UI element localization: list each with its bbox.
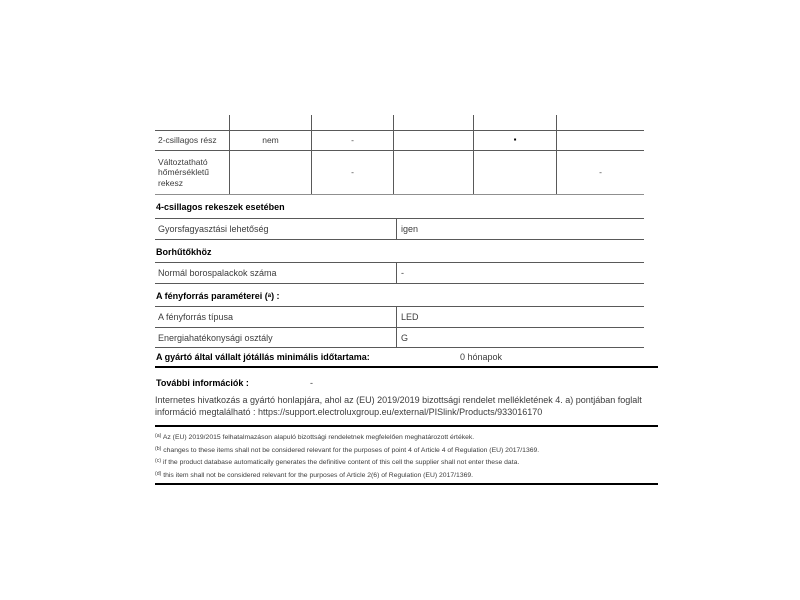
footnote-c — [155, 456, 658, 469]
more-info-row — [155, 377, 658, 388]
cell-value: - — [312, 151, 394, 194]
heading-text: ) : — [271, 291, 280, 301]
heading-superscript: a — [267, 293, 272, 299]
section-heading-light-source — [156, 291, 658, 301]
cell-empty — [474, 115, 557, 130]
table-row-partial — [155, 115, 644, 130]
cell-value: ▪ — [474, 131, 557, 150]
wine-table — [155, 262, 644, 284]
cell-value — [230, 151, 312, 194]
footnotes — [155, 431, 658, 481]
cell-empty — [394, 115, 474, 130]
footnote-divider-rule — [155, 425, 658, 427]
footnote-text: if the product database automatically generates the definitive content of this cell the supplier shall not enter these data. — [162, 459, 520, 466]
guarantee-label: A gyártó által vállalt jótállás minimális időtartama: — [156, 352, 370, 362]
footnote-text: this item shall not be considered relevant for the purposes of Article 2(6) of Regulation (EU) 2017/1369. — [163, 471, 474, 479]
row-value: LED — [401, 312, 419, 322]
row-label: Gyorsfagyasztási lehetőség — [155, 219, 397, 239]
more-info-label: További információk : — [156, 377, 249, 388]
cell-value — [394, 151, 474, 194]
cell-empty — [155, 115, 230, 130]
four-star-table — [155, 218, 644, 240]
footnote-b — [155, 444, 658, 457]
row-label: Változtatható hőmérsékletű rekesz — [155, 151, 230, 194]
cell-value — [557, 131, 644, 150]
cell-value: nem — [230, 131, 312, 150]
cell-empty — [557, 115, 644, 130]
paragraph-line-1: Internetes hivatkozás a gyártó honlapjára, ahol az (EU) 2019/2019 bizottsági rendelet mellékletének 4. a) pontjában foglalt — [155, 395, 642, 405]
footnote-text: Az (EU) 2019/2015 felhatalmazáson alapuló bizottsági rendeletnek megfelelően meghatározott értékek. — [162, 434, 475, 441]
row-label: 2-csillagos rész — [155, 131, 230, 150]
cell-value: - — [312, 131, 394, 150]
table-row-two-star — [155, 130, 644, 150]
bottom-rule — [155, 483, 658, 485]
cell-value — [394, 131, 474, 150]
table-row-fast-freeze — [155, 219, 644, 239]
table-row-energy-class — [155, 327, 644, 347]
guarantee-value: 0 hónapok — [460, 352, 503, 362]
footnote-a — [155, 431, 658, 444]
document-page — [155, 115, 658, 485]
guarantee-row — [155, 348, 658, 368]
footnote-d — [155, 469, 658, 482]
heading-text: A fényforrás paraméterei ( — [156, 291, 268, 301]
table-row-wine-bottles — [155, 263, 644, 283]
footnote-marker: (b) — [155, 445, 162, 452]
website-paragraph — [155, 395, 658, 418]
row-label: Normál borospalackok száma — [155, 263, 397, 283]
cell-empty — [230, 115, 312, 130]
paragraph-line-2: információ megtalálható : https://support.electroluxgroup.eu/external/PISlink/Products/933016170 — [155, 406, 543, 417]
footnote-text: changes to these items shall not be considered relevant for the purposes of point 4 of Article 4 of Regulation (EU) 2017/1369. — [163, 446, 540, 454]
footnote-marker: (a) — [155, 433, 162, 439]
row-label: A fényforrás típusa — [155, 307, 397, 327]
cell-empty — [312, 115, 394, 130]
row-value: G — [401, 332, 409, 343]
cell-value: - — [599, 167, 602, 178]
more-info-value: - — [310, 377, 313, 388]
section-heading-wine: Borhűtőkhöz — [156, 247, 212, 257]
cell-value — [474, 151, 557, 194]
light-source-table — [155, 306, 644, 348]
footnote-marker: (c) — [155, 458, 162, 464]
compartment-table — [155, 115, 644, 195]
row-label: Energiahatékonysági osztály — [155, 328, 397, 347]
footnote-marker: (d) — [155, 470, 162, 477]
table-row-light-type — [155, 307, 644, 327]
row-value: - — [401, 268, 404, 278]
row-value: igen — [401, 224, 419, 234]
table-row-variable-temp — [155, 150, 644, 195]
section-heading-four-star: 4-csillagos rekeszek esetében — [156, 202, 285, 212]
